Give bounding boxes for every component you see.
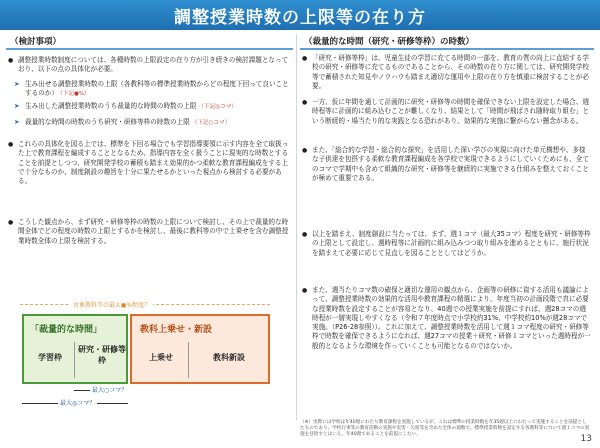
bullet-icon: ● (302, 55, 308, 62)
right-para-1 (302, 54, 592, 91)
left-intro (8, 56, 292, 75)
right-p1: 「研究・研修等枠」は、児童生徒の学習に充てる時間の一部を、教育の質の向上に直結する学校の研究・研修等に充てるものであることから、その時数の在り方に関しては、研究開発学校等で蓄積された知見やノウハウも踏まえ適切な運用や上限の在り方を慎重に検討することが必要。 (312, 54, 589, 90)
research-training-slot: 研究・研修等枠 (78, 345, 126, 365)
subject-extension-box (130, 314, 270, 384)
right-p4: 以上を踏まえ、制度創設に当たっては、まず、週１コマ（最大35コマ）程度を研究・研修等枠の上限として設定し、週時程等に計画的に組み込みつつ取り組みを進めるとともに、施行状況を踏まえて必要に応じて見直しを図ることとしてはどうか。 (312, 230, 591, 257)
footnote: （※）実際には学校は年40週にわたり教育課程を実施しているが、これは標準の授業時数を年35週以上にわたって実施することを前提としたものであり、学校行事等の教育活動の実施や災害・欠席等を含めた全体の週数で、標準授業時数を設定する各教科等について週１コマの実施を目指すとはいえ、年40週であることを前提にしたい。 (300, 420, 590, 437)
item-tag: （下記◎コマ） (198, 104, 237, 110)
left-item-3 (14, 118, 292, 128)
bullet-icon: ● (8, 219, 14, 226)
page-number: 13 (580, 434, 592, 444)
right-para-4 (302, 230, 592, 258)
cell-divider (188, 342, 189, 378)
item-tag: （下記●%） (59, 91, 90, 98)
bullet-icon: ● (302, 231, 308, 238)
total-range-label: 対象教科等の最大●%程度？ (70, 300, 153, 309)
para2-text: これらの具体化を図る上では、標準を下回る場合でも学習指導要領に示す内容を全て取扱った上で教育課程を編成することとなるため、指導内容を全く扱うことに現実的な時数とすることを前提としつつ、研究開発学校の蓄積も踏まえ効果的かつ柔軟な教育課程編成をする上で十分なものか、制度創設の趣旨を十分に果たせるかといった視点から検討する必要がある。 (18, 140, 289, 186)
cell-divider (74, 342, 75, 378)
learning-slot: 学習枠 (38, 353, 62, 362)
extension-slot: 上乗せ (149, 353, 173, 362)
intro-text: 調整授業時数制度については、各種時数の上限設定の在り方が引き続きの検討課題となっており、以下の点の具体化が必要。 (18, 56, 289, 74)
max-discretionary-label: 最大◎コマ？ (60, 400, 96, 407)
arrow-right-icon: ➤ (14, 118, 20, 126)
bullet-icon: ● (302, 287, 308, 294)
right-para-2 (302, 98, 592, 126)
bullet-icon: ● (8, 57, 14, 64)
right-p3: また、「総合的な学習・総合的な探究」を活用した深い学びの実現に向けた単元構想や、多様な子供達を包摂する柔軟な教育課程編成を各学校で実現できるようにしていくためにも、全てのコマで学期中も含めて組織的な研究・研修等を継続的に実施できる仕組みを整えておくことが極めて重要である。 (312, 146, 589, 182)
item-tag: （下記○コマ） (191, 120, 231, 126)
new-subject-slot: 教科新設 (213, 353, 245, 362)
arrow-right-icon: ➤ (14, 80, 20, 88)
left-para-3 (8, 218, 292, 246)
left-heading: （検討事項） (6, 35, 293, 50)
item-text: 裁量的な時間の時数のうち研究・研修等枠の時数の上限 (25, 118, 190, 126)
right-para-5 (302, 286, 592, 351)
column-divider (296, 34, 297, 420)
right-heading: （裁量的な時間（研究・研修等枠）の時数） (300, 35, 594, 50)
para3-text: こうした観点から、まず研究・研修等枠の時数の上限について検討し、その上で裁量的な時間全体でどの程度の時数の上限とするかを検討し、最後に教科等の中で上乗せを含む調整授業時数全体の上限を検討する。 (18, 218, 289, 245)
right-p5: また、週当たりコマ数の確保と適切な運用の観点から、企画等の研修に資する活用も議論によって、調整授業時数の効果的な活用や教育課程の精選により、年度当初の計画段階で真に必要な授業時数を設定することが容易となり、40週での授業実施を前提にすれば、週28コマの週時程が一層実現しやすくなる（令和７年度時点で小学校約31%、中学校約10%が週28コマで実施。（P26-28参照））。これに加えて、調整授業時数を活用して週１コマ程度の研究・研修等枠で時数を確保できるようになれば、週27コマの授業＋研究・研修１コマといった週時程が一般的となるような環境を作っていくことも可能となるのではないか。 (312, 286, 591, 350)
page-title: 調整授業時数の上限等の在り方 (0, 0, 600, 30)
left-item-1 (14, 80, 292, 100)
bullet-icon: ● (302, 99, 308, 106)
discretionary-time-box (22, 314, 128, 384)
right-para-3 (302, 146, 592, 183)
green-box-title: 「裁量的な時間」 (30, 325, 103, 335)
bullet-icon: ● (302, 147, 308, 154)
left-para-2 (8, 140, 292, 186)
bullet-icon: ● (8, 141, 14, 148)
orange-box-title: 教科上乗せ・新設 (140, 325, 213, 335)
left-item-2 (14, 102, 292, 112)
item-text: 生み出せる調整授業時数の上限（各教科等の標準授業時数からどの程度下回って良いことするのか） (25, 80, 289, 98)
right-p2: 一方、仮に年間を通して計画的に研究・研修等の時間を確保できない上限を設定した場合、週時程等に計画的に組み込むことが難しくなり、結果として「時間が飛ばされ随時取り組む」という断続的・場当たり的な実践となる恐れがあり、効果的な実施に繋がらない懸念がある。 (312, 98, 589, 125)
max-research-label: 最大○コマ？ (92, 387, 128, 394)
arrow-right-icon: ➤ (14, 102, 20, 110)
item-text: 生み出した調整授業時数のうち裁量的な時間の時数の上限 (25, 102, 197, 110)
